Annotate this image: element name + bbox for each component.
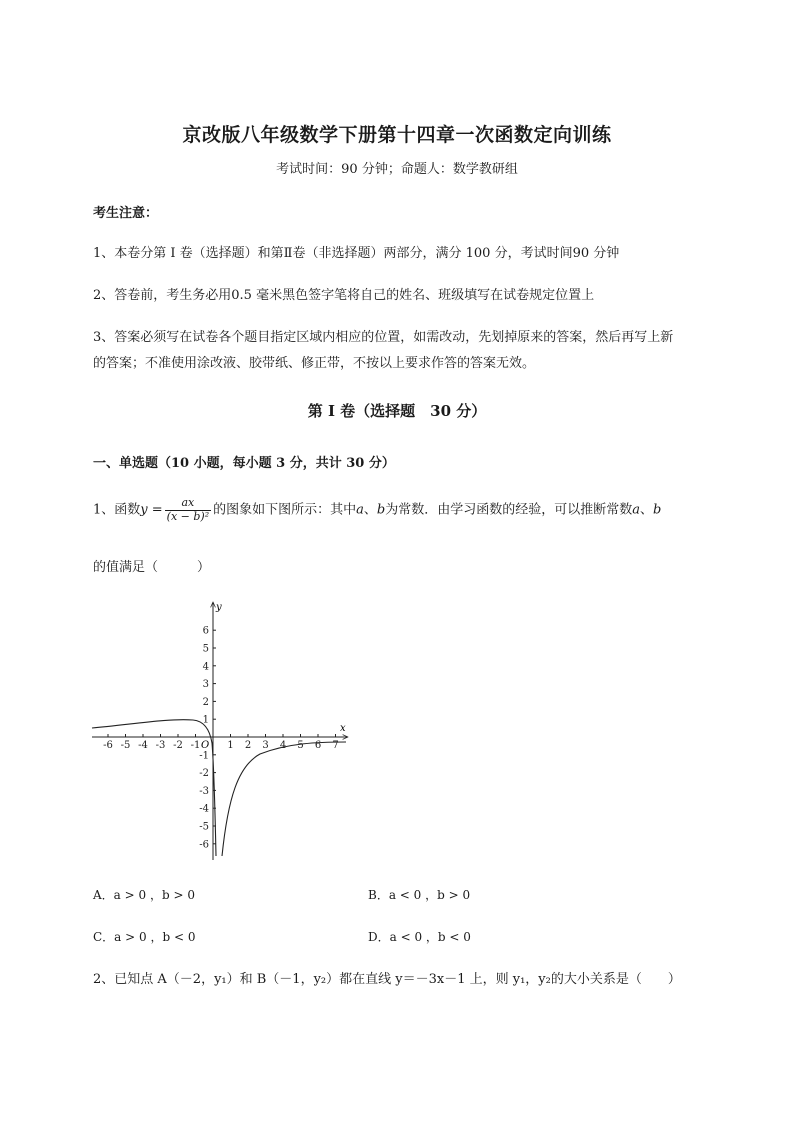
var-a: a	[356, 502, 364, 518]
fraction-denominator: (x − b)²	[166, 509, 210, 523]
x-tick-label: 1	[227, 740, 234, 751]
notice-item-3-line-1: 3、答案必须写在试卷各个题目指定区域内相应的位置，如需改动，先划掉原来的答案，然后再写上新	[93, 330, 674, 345]
origin-label: O	[201, 740, 210, 751]
x-tick-label: -4	[138, 740, 148, 751]
y-tick-label: -1	[199, 750, 209, 762]
question-1-line-2: 的值满足（ ）	[93, 560, 211, 575]
question-1-fraction	[165, 497, 211, 523]
y-tick-label: 3	[202, 679, 209, 691]
question-1-lhs: y =	[140, 502, 163, 518]
var-a: a	[632, 502, 641, 518]
option-b[interactable]: B．a < 0 ，b > 0	[368, 888, 471, 902]
question-1-text-mid: 为常数．由学习函数的经验，可以推断常数	[385, 502, 633, 518]
x-tick-label: 5	[297, 740, 304, 751]
y-tick-label: -5	[199, 821, 209, 833]
section-title: 第 I 卷（选择题 30 分）	[307, 402, 487, 420]
question-2: 2、已知点 A（－2，y₁）和 B（－1，y₂）都在直线 y＝－3x－1 上，则 y₁，y₂的大小关系是（ ）	[93, 972, 681, 987]
x-axis-label: x	[340, 723, 346, 734]
y-tick-label: 2	[202, 696, 209, 708]
separator: 、	[640, 502, 654, 518]
exam-info: 考试时间：90 分钟；命题人：数学教研组	[276, 162, 518, 177]
page-title: 京改版八年级数学下册第十四章一次函数定向训练	[182, 124, 612, 146]
notice-heading: 考生注意：	[93, 206, 159, 221]
y-tick-label: 4	[202, 661, 209, 673]
option-a[interactable]: A．a > 0 ，b > 0	[93, 888, 195, 902]
y-tick-label: -3	[199, 785, 209, 797]
y-tick-label: 5	[202, 643, 209, 655]
separator: 、	[363, 502, 377, 518]
var-b: b	[653, 502, 662, 518]
part-title: 一、单选题（10 小题，每小题 3 分，共计 30 分）	[93, 456, 395, 471]
y-tick-label: -6	[199, 839, 209, 851]
function-graph	[88, 598, 358, 863]
fraction-numerator: ax	[165, 497, 211, 511]
question-1-prefix: 1、函数	[93, 502, 141, 518]
x-tick-label: 6	[314, 740, 322, 751]
y-tick-label: 6	[202, 625, 209, 637]
x-tick-label: -3	[155, 740, 166, 751]
option-d[interactable]: D．a < 0 ，b < 0	[368, 930, 471, 944]
x-tick-label: 2	[244, 740, 252, 751]
notice-item-1: 1、本卷分第 I 卷（选择题）和第Ⅱ卷（非选择题）两部分，满分 100 分，考试时间90 分钟	[93, 246, 620, 261]
x-tick-label: 7	[332, 740, 339, 751]
option-c[interactable]: C．a > 0 ，b < 0	[93, 930, 196, 944]
x-tick-label: 4	[279, 740, 287, 751]
notice-item-2: 2、答卷前，考生务必用0.5 毫米黑色签字笔将自己的姓名、班级填写在试卷规定位置上	[93, 288, 595, 303]
x-tick-label: -5	[120, 740, 131, 751]
curve-right-branch	[222, 742, 346, 856]
y-tick-label: 1	[202, 714, 209, 726]
x-tick-label: -6	[103, 740, 113, 751]
question-1-line-1	[93, 497, 661, 523]
notice-item-3-line-2: 的答案；不准使用涂改液、胶带纸、修正带，不按以上要求作答的答案无效。	[93, 356, 536, 371]
x-tick-label: 3	[262, 740, 269, 751]
question-1-text-after: 的图象如下图所示：其中	[213, 502, 357, 518]
x-tick-label: -2	[173, 740, 183, 751]
y-tick-label: -2	[199, 768, 209, 780]
var-b: b	[376, 502, 386, 518]
y-tick-label: -4	[199, 803, 209, 815]
y-axis-label: y	[216, 602, 222, 613]
x-tick-label: -1	[190, 740, 201, 751]
